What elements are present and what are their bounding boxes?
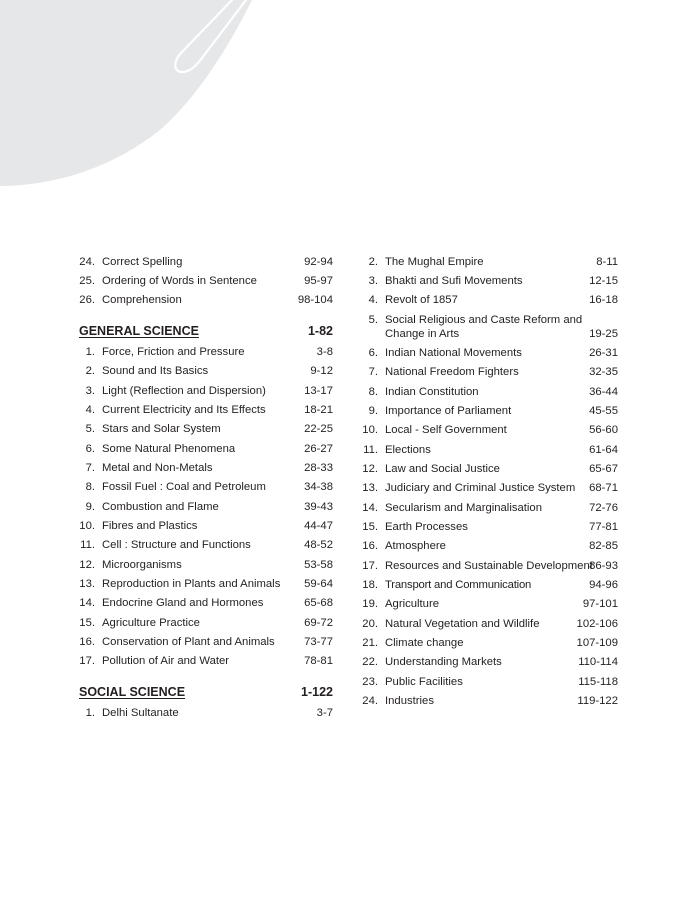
entry-title: Atmosphere [385, 540, 446, 552]
entry-number: 16. [79, 636, 95, 648]
entry-number: 21. [362, 637, 378, 649]
entry-title: The Mughal Empire [385, 256, 484, 268]
entry-number: 25. [79, 275, 95, 287]
entry-pages: 22-25 [304, 423, 333, 435]
entry-number: 26. [79, 294, 95, 306]
section-title: SOCIAL SCIENCE [79, 685, 186, 699]
entry-pages: 26-27 [304, 443, 333, 455]
entry-number: 13. [362, 482, 378, 494]
entry-number: 23. [362, 676, 378, 688]
entry-pages: 65-68 [304, 597, 333, 609]
entry-pages: 107-109 [576, 637, 618, 649]
entry-pages: 59-64 [304, 578, 333, 590]
entry-pages: 77-81 [589, 521, 618, 533]
entry-title: Secularism and Marginalisation [385, 502, 542, 514]
entry-title: Transport and Communication [385, 579, 532, 591]
entry-title: Microorganisms [102, 559, 182, 571]
entry-pages: 61-64 [589, 444, 618, 456]
entry-pages: 39-43 [304, 501, 333, 513]
entry-pages: 97-101 [582, 598, 618, 610]
entry-number: 9. [368, 405, 378, 417]
entry-number: 6. [85, 443, 95, 455]
entry-pages: 95-97 [304, 275, 333, 287]
entry-number: 12. [362, 463, 378, 475]
entry-number: 20. [362, 618, 378, 630]
entry-pages: 34-38 [304, 481, 333, 493]
entry-title: Judiciary and Criminal Justice System [385, 482, 576, 494]
entry-number: 1. [85, 707, 95, 719]
corner-decoration [0, 0, 700, 200]
entry-number: 10. [362, 424, 378, 436]
entry-pages: 3-7 [316, 707, 333, 719]
entry-title: Delhi Sultanate [102, 707, 179, 719]
entry-pages: 3-8 [316, 346, 333, 358]
entry-number: 5. [85, 423, 95, 435]
entry-title: Elections [385, 444, 431, 456]
section-title: GENERAL SCIENCE [79, 324, 199, 338]
entry-title: Earth Processes [385, 521, 468, 533]
entry-number: 4. [368, 294, 378, 306]
entry-pages: 45-55 [589, 405, 618, 417]
entry-number: 8. [368, 386, 378, 398]
entry-pages: 110-114 [578, 656, 618, 668]
entry-pages: 78-81 [304, 655, 333, 667]
entry-number: 14. [362, 502, 378, 514]
entry-number: 22. [362, 656, 378, 668]
entry-title: Force, Friction and Pressure [102, 346, 245, 358]
section-pages: 1-82 [307, 324, 333, 338]
entry-title: Fibres and Plastics [102, 520, 198, 532]
entry-number: 13. [79, 578, 95, 590]
entry-pages: 16-18 [589, 294, 618, 306]
entry-pages: 86-93 [589, 560, 618, 572]
entry-pages: 44-47 [304, 520, 333, 532]
entry-number: 11. [363, 444, 378, 456]
entry-pages: 48-52 [304, 539, 333, 551]
entry-number: 1. [85, 346, 95, 358]
entry-pages: 36-44 [589, 386, 618, 398]
entry-title: Ordering of Words in Sentence [102, 275, 257, 287]
entry-title: Agriculture Practice [102, 617, 200, 629]
entry-number: 17. [362, 560, 378, 572]
entry-pages: 9-12 [310, 365, 333, 377]
entry-pages: 53-58 [304, 559, 333, 571]
entry-pages: 73-77 [304, 636, 333, 648]
entry-number: 7. [368, 366, 378, 378]
entry-number: 5. [368, 314, 378, 326]
entry-pages: 92-94 [304, 256, 333, 268]
entry-number: 4. [85, 404, 95, 416]
entry-number: 16. [362, 540, 378, 552]
entry-pages: 32-35 [589, 366, 618, 378]
entry-title: Public Facilities [385, 676, 463, 688]
entry-title: Social Religious and Caste Reform and Change in Arts [385, 314, 583, 340]
entry-number: 19. [362, 598, 378, 610]
entry-pages: 98-104 [297, 294, 333, 306]
entry-number: 7. [85, 462, 95, 474]
entry-pages: 68-71 [589, 482, 618, 494]
entry-pages: 18-21 [304, 404, 333, 416]
entry-title: Comprehension [102, 294, 182, 306]
entry-pages: 115-118 [578, 676, 618, 688]
entry-number: 18. [362, 579, 378, 591]
entry-title: Resources and Sustainable Development [385, 560, 593, 572]
entry-pages: 8-11 [596, 256, 618, 268]
entry-title: Local - Self Government [385, 424, 507, 436]
entry-number: 8. [85, 481, 95, 493]
section-pages: 1-122 [301, 685, 333, 699]
entry-number: 2. [85, 365, 95, 377]
entry-number: 14. [79, 597, 95, 609]
entry-number: 2. [368, 256, 378, 268]
entry-title: Reproduction in Plants and Animals [102, 578, 281, 590]
entry-number: 17. [79, 655, 95, 667]
entry-pages: 69-72 [304, 617, 333, 629]
entry-title: Light (Reflection and Dispersion) [102, 385, 266, 397]
entry-title: Sound and Its Basics [102, 365, 209, 377]
entry-title: Industries [385, 695, 434, 707]
entry-pages: 56-60 [589, 424, 618, 436]
entry-title: Natural Vegetation and Wildlife [385, 618, 540, 630]
entry-number: 24. [362, 695, 378, 707]
entry-title: Combustion and Flame [102, 501, 219, 513]
entry-title: Indian National Movements [385, 347, 522, 359]
entry-title: Indian Constitution [385, 386, 479, 398]
entry-title: Cell : Structure and Functions [102, 539, 251, 551]
entry-number: 3. [368, 275, 378, 287]
entry-title: Correct Spelling [102, 256, 183, 268]
entry-title: Stars and Solar System [102, 423, 221, 435]
entry-title: Some Natural Phenomena [102, 443, 236, 455]
entry-pages: 26-31 [589, 347, 618, 359]
entry-number: 11. [80, 539, 95, 551]
entry-number: 24. [79, 256, 95, 268]
entry-title: Metal and Non-Metals [102, 462, 213, 474]
entry-title: Importance of Parliament [385, 405, 512, 417]
entry-title: Current Electricity and Its Effects [102, 404, 266, 416]
entry-pages: 72-76 [589, 502, 618, 514]
entry-title: National Freedom Fighters [385, 366, 519, 378]
entry-number: 15. [362, 521, 378, 533]
entry-pages: 12-15 [589, 275, 618, 287]
entry-number: 10. [79, 520, 95, 532]
entry-title: Agriculture [385, 598, 439, 610]
entry-title: Fossil Fuel : Coal and Petroleum [102, 481, 266, 493]
entry-pages: 102-106 [576, 618, 618, 630]
entry-title: Endocrine Gland and Hormones [102, 597, 264, 609]
entry-pages: 13-17 [304, 385, 333, 397]
entry-title: Climate change [385, 637, 464, 649]
entry-pages: 94-96 [589, 579, 618, 591]
entry-pages: 28-33 [304, 462, 333, 474]
entry-number: 9. [85, 501, 95, 513]
entry-pages: 119-122 [577, 695, 618, 707]
entry-pages: 19-25 [589, 328, 618, 340]
entry-number: 12. [79, 559, 95, 571]
entry-title: Understanding Markets [385, 656, 502, 668]
entry-title: Revolt of 1857 [385, 294, 458, 306]
entry-title: Pollution of Air and Water [102, 655, 230, 667]
entry-number: 3. [85, 385, 95, 397]
entry-number: 15. [79, 617, 95, 629]
entry-title: Law and Social Justice [385, 463, 500, 475]
entry-number: 6. [368, 347, 378, 359]
entry-pages: 82-85 [589, 540, 618, 552]
entry-pages: 65-67 [589, 463, 618, 475]
entry-title: Conservation of Plant and Animals [102, 636, 275, 648]
entry-title: Bhakti and Sufi Movements [385, 275, 523, 287]
